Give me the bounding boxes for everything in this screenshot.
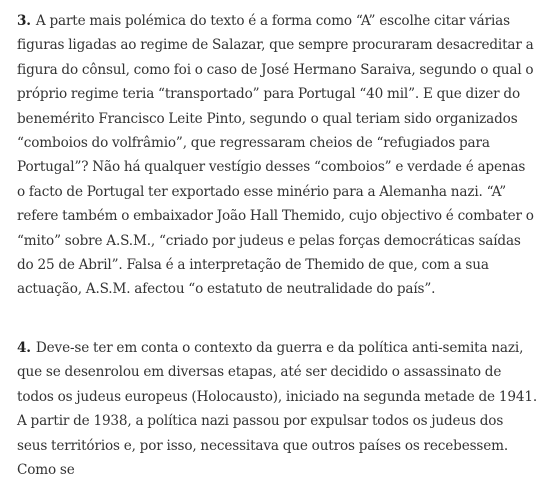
paragraph-number: 3. bbox=[17, 13, 31, 29]
paragraph-3 bbox=[17, 9, 537, 302]
paragraph-4 bbox=[17, 336, 537, 482]
paragraph-number: 4. bbox=[17, 339, 31, 356]
paragraph-text: Deve-se ter em conta o contexto da guerra e da política anti-semita nazi, que se desenrolou em diversas etapas, até ser decidido o assassinato de todos os judeus europeus (Holocausto), iniciado na segunda metade de 1941. A partir de 1938, a política nazi passou por expulsar todos os judeus dos seus territórios e, por isso, necessitava que outros países os recebessem. Como se bbox=[17, 339, 537, 478]
paragraph-text: A parte mais polémica do texto é a forma como “A” escolhe citar várias figuras ligadas ao regime de Salazar, que sempre procuraram desacreditar a figura do cônsul, como foi o caso de José Hermano Saraiva, segundo o qual o próprio regime teria “transportado” para Portugal “40 mil”. E que dizer do benemérito Francisco Leite Pinto, segundo o qual teriam sido organizados “comboios do volfrâmio”, que regressaram cheios de “refugiados para Portugal”? Não há qualquer vestígio desses “comboios” e verdade é apenas o facto de Portugal ter exportado esse minério para a Alemanha nazi. “A” refere também o embaixador João Hall Themido, cujo objectivo é combater o “mito” sobre A.S.M., “criado por judeus e pelas forças democráticas saídas do 25 de Abril”. Falsa é a interpretação de Themido de que, com a sua actuação, A.S.M. afectou “o estatuto de neutralidade do país”. bbox=[17, 13, 534, 298]
article-body bbox=[17, 9, 537, 482]
